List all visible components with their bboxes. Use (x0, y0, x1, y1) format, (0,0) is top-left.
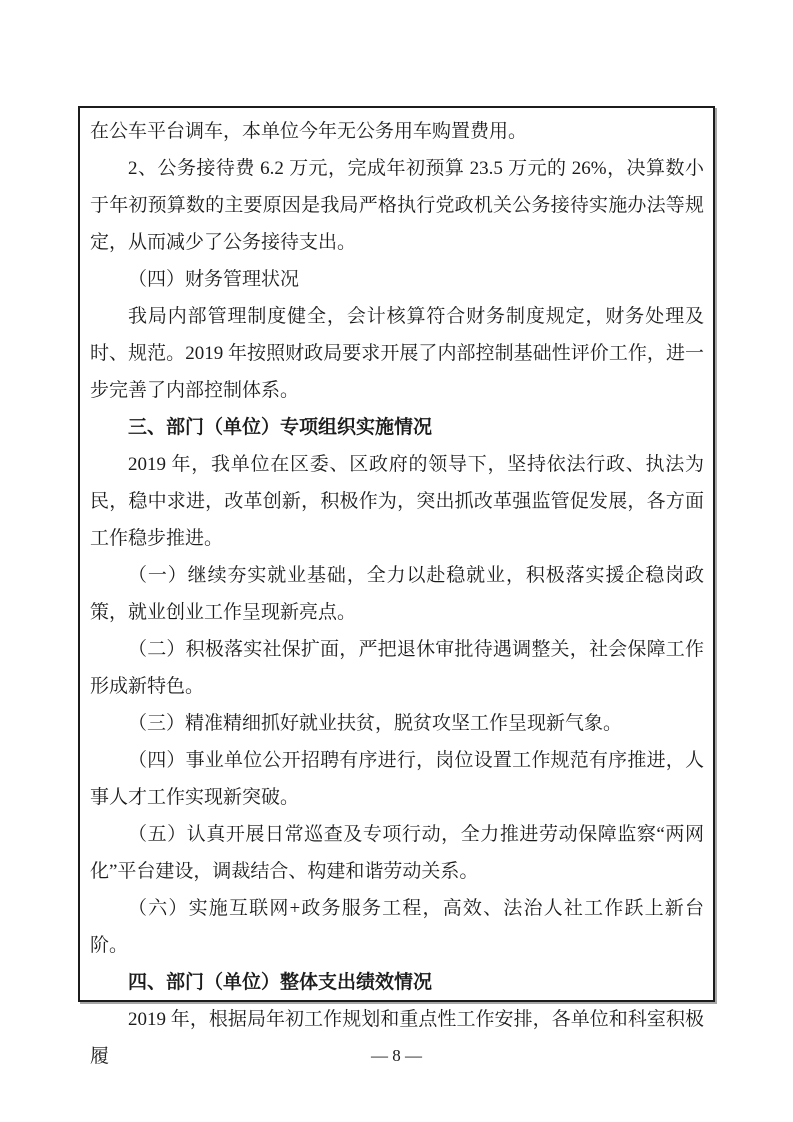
paragraph: （四）财务管理状况 (128, 269, 300, 290)
paragraph: （三）精准精细抓好就业扶贫，脱贫攻坚工作呈现新气象。 (128, 713, 623, 734)
paragraph: 2、公务接待费 6.2 万元，完成年初预算 23.5 万元的 26%，决算数小于年初预算数的主要原因是我局严格执行党政机关公务接待实施办法等规定，从而减少了公务接待支出。 (90, 158, 704, 253)
document-content-cell (78, 106, 715, 1067)
section-heading-3: 三、部门（单位）专项组织实施情况 (128, 417, 433, 438)
paragraph: 我局内部管理制度健全，会计核算符合财务制度规定，财务处理及时、规范。2019 年按照财政局要求开展了内部控制基础性评价工作，进一步完善了内部控制体系。 (90, 306, 704, 401)
paragraph: （六）实施互联网+政务服务工程，高效、法治人社工作跃上新台阶。 (90, 898, 704, 956)
paragraph: （一）继续夯实就业基础，全力以赴稳就业，积极落实援企稳岗政策，就业创业工作呈现新亮点。 (90, 565, 704, 623)
paragraph: （五）认真开展日常巡查及专项行动，全力推进劳动保障监察“两网化”平台建设，调裁结合、构建和谐劳动关系。 (90, 824, 704, 882)
paragraph: 2019 年，我单位在区委、区政府的领导下，坚持依法行政、执法为民，稳中求进，改革创新，积极作为，突出抓改革强监管促发展，各方面工作稳步推进。 (90, 454, 704, 549)
page-number: — 8 — (371, 1046, 422, 1065)
paragraph: （二）积极落实社保扩面，严把退休审批待遇调整关，社会保障工作形成新特色。 (90, 639, 704, 697)
paragraph: 2019 年，根据局年初工作规划和重点性工作安排，各单位和科室积极履 (90, 1009, 704, 1067)
paragraph-continuation: 在公车平台调车，本单位今年无公务用车购置费用。 (90, 121, 528, 142)
paragraph: （四）事业单位公开招聘有序进行，岗位设置工作规范有序推进，人事人才工作实现新突破。 (90, 750, 704, 808)
section-heading-4: 四、部门（单位）整体支出绩效情况 (128, 972, 433, 993)
